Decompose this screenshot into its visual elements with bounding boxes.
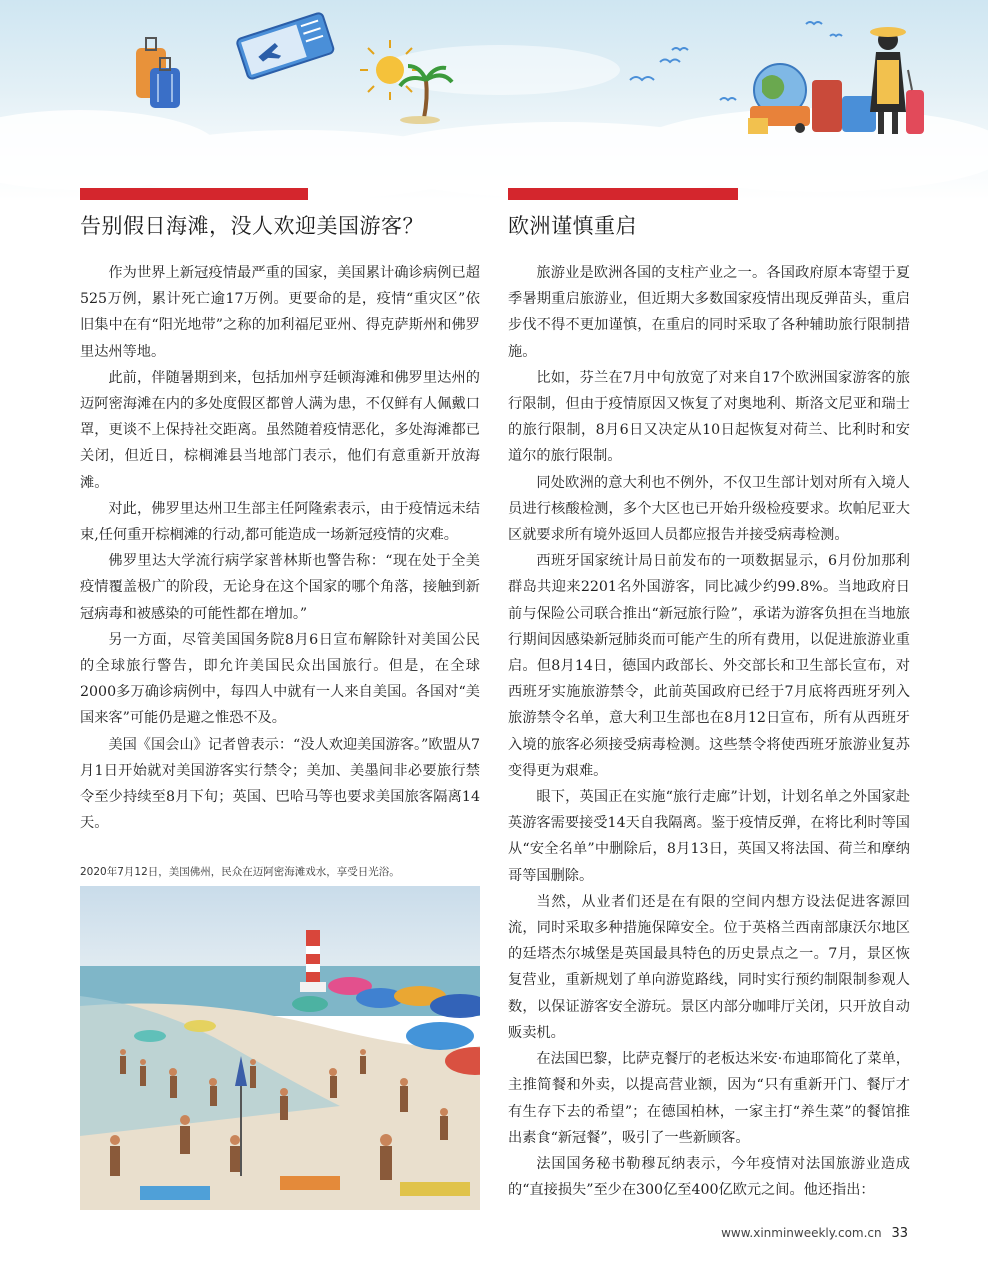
paragraph: 比如，芬兰在7月中旬放宽了对来自17个欧洲国家游客的旅行限制，但由于疫情原因又恢复了对奥地利、斯洛文尼亚和瑞士的旅行限制，8月6日又决定从10日起恢复对荷兰、比利时和安道尔的旅行限制。: [508, 369, 910, 465]
paragraph: 旅游业是欧洲各国的支柱产业之一。各国政府原本寄望于夏季暑期重启旅游业，但近期大多数国家疫情出现反弹苗头，重启步伐不得不更加谨慎，在重启的同时采取了各种辅助旅行限制措施。: [508, 265, 910, 360]
page-footer: [721, 1226, 908, 1241]
traveler-icon: [870, 27, 924, 134]
paragraph: 在法国巴黎，比萨克餐厅的老板达米安·布迪耶简化了菜单，主推简餐和外卖，以提高营业额，因为“只有重新开门、餐厅才有生存下去的希望”；在德国柏林，一家主打“养生菜”的餐馆推出素食“新冠餐”，吸引了一些新顾客。: [508, 1051, 910, 1146]
plane-ticket-icon: [236, 12, 335, 80]
banner-illustration: [0, 0, 988, 200]
luggage-icon: [136, 38, 180, 108]
paragraph: 同处欧洲的意大利也不例外，不仅卫生部计划对所有入境人员进行核酸检测，多个大区也已开始升级检疫要求。坎帕尼亚大区就要求所有境外返回人员都应报告并接受病毒检测。: [508, 474, 910, 544]
left-article-body: [80, 260, 480, 836]
paragraph: 此前，伴随暑期到来，包括加州亨廷顿海滩和佛罗里达州的迈阿密海滩在内的多处度假区都曾人满为患，不仅鲜有人佩戴口罩，更谈不上保持社交距离。虽然随着疫情恶化，多处海滩都已关闭，但近日，棕榈滩县当地部门表示，他们有意重新开放海滩。: [80, 369, 480, 491]
left-headline: 告别假日海滩，没人欢迎美国游客？: [80, 214, 424, 238]
header-banner: [0, 0, 988, 200]
right-article-body: [508, 260, 910, 1203]
birds-icon: [630, 22, 842, 100]
footer-url[interactable]: www.xinminweekly.com.cn: [721, 1226, 882, 1240]
paragraph: 法国国务秘书勒穆瓦纳表示，今年疫情对法国旅游业造成的“直接损失”至少在300亿至400亿欧元之间。他还指出：: [508, 1155, 910, 1199]
page-number: 33: [891, 1226, 908, 1241]
paragraph: 对此，佛罗里达州卫生部主任阿隆索表示，由于疫情远未结束,任何重开棕榈滩的行动,都可能造成一场新冠疫情的灾难。: [80, 500, 480, 544]
paragraph: 佛罗里达大学流行病学家普林斯也警告称：“现在处于全美疫情覆盖极广的阶段，无论身在这个国家的哪个角落，接触到新冠病毒和被感染的可能性都在增加。”: [80, 553, 480, 622]
photo-caption: 2020年7月12日，美国佛州，民众在迈阿密海滩戏水，享受日光浴。: [80, 866, 400, 878]
paragraph: 当然，从业者们还是在有限的空间内想方设法促进客源回流，同时采取多种措施保障安全。位于英格兰西南部康沃尔地区的廷塔杰尔城堡是英国最具特色的历史景点之一。7月，景区恢复营业，重新规划了单向游览路线，同时实行预约制限制参观人数，以保证游客安全游玩。景区内部分咖啡厅关闭，只开放自动贩卖机。: [508, 893, 910, 1041]
beach-photo: [80, 886, 480, 1210]
paragraph: 眼下，英国正在实施“旅行走廊”计划，计划名单之外国家赴英游客需要接受14天自我隔离。鉴于疫情反弹，在将比利时等国从“安全名单”中删除后，8月13日，英国又将法国、荷兰和摩纳哥等国删除。: [508, 789, 910, 884]
right-headline: 欧洲谨慎重启: [508, 214, 637, 238]
paragraph: 西班牙国家统计局日前发布的一项数据显示，6月份加那利群岛共迎来2201名外国游客，同比减少约99.8%。当地政府日前与保险公司联合推出“新冠旅行险”，承诺为游客负担在当地旅行期间因感染新冠肺炎而可能产生的所有费用，以促进旅游业重启。但8月14日，德国内政部长、外交部长和卫生部长宣布，对西班牙实施旅游禁令，此前英国政府已经于7月底将西班牙列入旅游禁令名单，意大利卫生部也在8月12日宣布，所有从西班牙入境的旅客必须接受病毒检测。这些禁令将使西班牙旅游业复苏变得更为艰难。: [508, 553, 910, 779]
paragraph: 美国《国会山》记者曾表示：“没人欢迎美国游客。”欧盟从7月1日开始就对美国游客实行禁令；美加、美墨间非必要旅行禁令至少持续至8月下旬；英国、巴哈马等也要求美国旅客隔离14天。: [80, 736, 480, 832]
travel-items-icon: [748, 64, 876, 134]
right-section-bar: [508, 188, 738, 200]
left-section-bar: [80, 188, 308, 200]
paragraph: 另一方面，尽管美国国务院8月6日宣布解除针对美国公民的全球旅行警告，即允许美国民众出国旅行。但是，在全球2000多万确诊病例中，每四人中就有一人来自美国。各国对“美国来客”可能仍是避之惟恐不及。: [80, 631, 480, 727]
paragraph: 作为世界上新冠疫情最严重的国家，美国累计确诊病例已超525万例，累计死亡逾17万例。更要命的是，疫情“重灾区”依旧集中在有“阳光地带”之称的加利福尼亚州、得克萨斯州和佛罗里达州等地。: [80, 265, 480, 360]
